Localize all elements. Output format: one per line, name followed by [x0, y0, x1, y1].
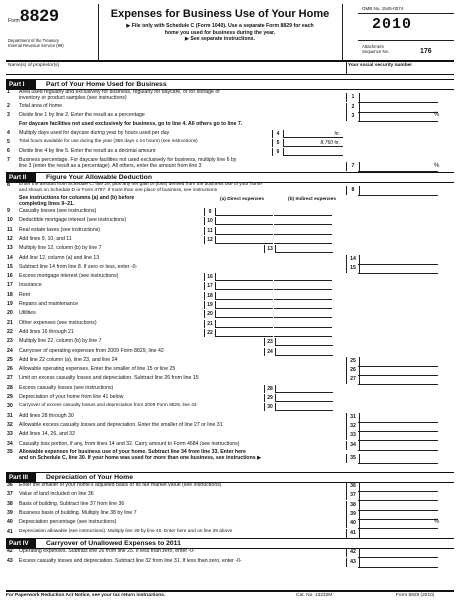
part-3-title: Depreciation of Your Home — [46, 474, 133, 481]
line-box: 30 — [264, 403, 276, 411]
form-footer — [6, 590, 454, 600]
line-text: Casualty losses (see instructions) — [19, 208, 97, 214]
line-1: 1 Area used regularly and exclusively for business, regularly for daycare, or for storage of inventory or product samples (see instructions) 1 — [6, 89, 454, 102]
form-id-block — [6, 4, 98, 60]
col-a-header: (a) Direct expenses — [220, 197, 264, 202]
line-box: 23 — [264, 338, 276, 346]
line-text: Add lines 14, 26, and 32 — [19, 431, 75, 438]
line-16 — [6, 273, 454, 282]
line-number: 39 — [7, 509, 13, 516]
line-13 — [6, 245, 454, 254]
line-35-amount[interactable] — [358, 454, 438, 464]
line-number: 31 — [7, 412, 13, 419]
line-box: 42 — [346, 548, 360, 557]
line-29 — [6, 394, 454, 403]
line-41-amount[interactable] — [358, 529, 438, 539]
dept-line-2: Internal Revenue Service (99) — [8, 43, 64, 48]
sequence-word: Sequence No. — [362, 49, 390, 54]
line-number: 10 — [7, 217, 13, 224]
line-18-amount[interactable] — [215, 292, 273, 300]
line-7-amount[interactable] — [358, 162, 438, 172]
line-text: Add line 22 column (a), line 23, and line 24 — [19, 356, 118, 363]
line-25 — [6, 357, 454, 366]
line-box: 10 — [204, 217, 216, 225]
line-21 — [6, 320, 454, 329]
line-42-amount[interactable] — [358, 548, 438, 558]
line-32 — [6, 422, 454, 431]
line-7-pct: % — [434, 163, 440, 169]
line-text: Deductible mortgage interest (see instructions) — [19, 217, 127, 224]
line-number: 42 — [7, 548, 13, 554]
line-23-amount[interactable] — [275, 338, 333, 346]
line-number: 33 — [7, 431, 13, 438]
line-24 — [6, 348, 454, 357]
paperwork-notice: For Paperwork Reduction Act Notice, see your tax return instructions. — [6, 593, 166, 598]
line-number: 34 — [7, 440, 13, 447]
line-box: 24 — [264, 348, 276, 356]
instruction-line-1: ▶ File only with Schedule C (Form 1040). Use a separate Form 8829 for each — [126, 23, 314, 29]
line-number: 23 — [7, 338, 13, 345]
line-35: 35 Allowable expenses for business use of your home. Subtract line 34 from line 33. Enter here and on Schedule C, line 30. If your home was used for more than one business, see instructions ▶ 35 — [6, 449, 454, 463]
line-text: Casualty loss portion, if any, from lines 14 and 32. Carry amount to Form 4684 (see instructions) — [19, 440, 240, 447]
line-40-pct: % — [434, 519, 440, 526]
line-17-amount-b[interactable] — [274, 282, 332, 290]
line-28 — [6, 385, 454, 394]
line-box: 36 — [346, 482, 360, 491]
line-11 — [6, 227, 454, 236]
name-ssn-row — [6, 60, 454, 75]
line-43-amount[interactable] — [358, 558, 438, 568]
line-text: Multiply line 12, column (b) by line 7 — [19, 245, 102, 252]
catalog-number: Cat. No. 13232M — [296, 593, 333, 598]
line-12-amount[interactable] — [215, 236, 273, 244]
line-3-pct: % — [434, 112, 440, 118]
line-23 — [6, 338, 454, 347]
line-box: 18 — [204, 292, 216, 300]
line-1-text-b: inventory or product samples (see instructions) — [19, 95, 127, 101]
line-43 — [6, 558, 454, 567]
line-17-amount[interactable] — [215, 282, 273, 290]
form-word: Form — [8, 18, 20, 24]
line-box: 9 — [204, 208, 216, 216]
line-text: Basis of building. Subtract line 37 from line 36 — [19, 500, 125, 507]
line-2-text: Total area of home — [19, 103, 62, 109]
line-number: 25 — [7, 356, 13, 363]
line-1-amount[interactable] — [358, 93, 438, 103]
line-2: 2 Total area of home 2 — [6, 103, 454, 112]
line-41 — [6, 529, 454, 538]
line-7: 7 Business percentage. For daycare facilities not used exclusively for business, multiply line 6 by line 3 (enter the result as a percentage). All others, enter the amount from line 3 7 % — [6, 157, 454, 171]
line-4-text: Multiply days used for daycare during year by hours used per day — [19, 130, 170, 136]
part-1-title: Part of Your Home Used for Business — [46, 81, 167, 88]
part-3-tag: Part III — [6, 473, 36, 482]
line-10-amount-b[interactable] — [274, 217, 332, 225]
line-number: 9 — [7, 208, 10, 214]
line-box: 11 — [204, 227, 216, 235]
line-18-amount-b[interactable] — [274, 292, 332, 300]
instruction-line-2: home you used for business during the year. — [164, 29, 276, 36]
line-9-amount-b[interactable] — [274, 208, 332, 216]
line-text: Other expenses (see instructions) — [19, 319, 97, 326]
line-text: Carryover of operating expenses from 2009 Form 8829, line 42 — [19, 347, 164, 354]
line-number: 28 — [7, 384, 13, 391]
line-21-amount-b[interactable] — [274, 320, 332, 328]
part-4-tag: Part IV — [6, 539, 36, 548]
sequence-number: 176 — [420, 48, 432, 55]
omb-block — [342, 4, 454, 60]
line-30 — [6, 403, 454, 412]
columns-note — [6, 195, 454, 208]
line-number: 22 — [7, 328, 13, 335]
line-5-unit: hr. — [334, 140, 340, 146]
line-9 — [6, 208, 454, 217]
attachment-label — [362, 44, 389, 54]
line-24-amount[interactable] — [275, 348, 333, 356]
line-box: 37 — [346, 491, 360, 500]
line-number: 12 — [7, 235, 13, 242]
line-number: 43 — [7, 558, 13, 564]
line-number: 26 — [7, 366, 13, 373]
line-40 — [6, 519, 454, 528]
line-text: Excess casualty losses (see instructions) — [19, 384, 114, 391]
line-number: 27 — [7, 375, 13, 382]
line-11-amount[interactable] — [215, 227, 273, 235]
line-27 — [6, 375, 454, 384]
form-title: Expenses for Business Use of Your Home — [110, 8, 330, 20]
line-box: 16 — [204, 273, 216, 281]
line-number: 19 — [7, 301, 13, 307]
columns-note-text: See instructions for columns (a) and (b) before — [19, 195, 135, 201]
dept-line-1: Department of the Treasury — [8, 38, 59, 43]
line-30-amount[interactable] — [275, 403, 333, 411]
col-b-header: (b) Indirect expenses — [288, 197, 336, 202]
line-5: 5 Total hours available for use during the year (365 days x 24 hours) (see instructions) 5 8,760 hr. — [6, 139, 454, 148]
line-20 — [6, 310, 454, 319]
line-box: 12 — [204, 236, 216, 244]
line-number: 32 — [7, 421, 13, 428]
line-3: 3 Divide line 1 by line 2. Enter the result as a percentage 3 % — [6, 112, 454, 121]
line-5-text: Total hours available for use during the year (365 days x 24 hours) (see instructions) — [19, 139, 198, 144]
line-box: 33 — [346, 431, 360, 440]
part-2-tag: Part II — [6, 173, 36, 182]
line-box: 32 — [346, 422, 360, 431]
line-box: 13 — [264, 245, 276, 253]
line-number: 11 — [7, 226, 13, 233]
line-number: 17 — [7, 282, 13, 289]
line-1-text-a: Area used regularly and exclusively for business, regularly for daycare, or for storage of — [19, 89, 220, 95]
line-26 — [6, 366, 454, 375]
line-text: Insurance — [19, 282, 42, 289]
tax-year: 2010 — [372, 16, 413, 33]
line-number: 36 — [7, 482, 13, 488]
line-box: 31 — [346, 413, 360, 422]
part-4-title: Carryover of Unallowed Expenses to 2011 — [46, 540, 181, 547]
line-35-text-a: Allowable expenses for business use of your home. Subtract line 34 from line 33. Enter here — [19, 449, 246, 455]
ssn-field[interactable]: Your social security number — [348, 63, 413, 68]
attachment-word: Attachment — [362, 44, 384, 49]
line-38 — [6, 501, 454, 510]
line-28-amount[interactable] — [275, 385, 333, 393]
line-number: 40 — [7, 519, 13, 526]
line-16-amount-b[interactable] — [274, 273, 332, 281]
line-9-amount[interactable] — [215, 208, 273, 216]
line-number: 21 — [7, 319, 13, 326]
line-box: 14 — [346, 255, 360, 264]
line-6: 6 Divide line 4 by line 5. Enter the result as a decimal amount 6 — [6, 148, 454, 157]
line-6-text: Divide line 4 by line 5. Enter the result as a decimal amount — [19, 148, 156, 154]
line-5-amount[interactable] — [283, 139, 343, 147]
line-number: 24 — [7, 347, 13, 354]
daycare-note-text: For daycare facilities not used exclusively for business, go to line 4. All others go to line 7. — [19, 121, 243, 127]
line-15 — [6, 264, 454, 273]
omb-number: OMB No. 1545-0074 — [362, 6, 404, 11]
line-text: Rent — [19, 291, 30, 298]
line-text: Limit on excess casualty losses and depreciation. Subtract line 26 from line 15 — [19, 375, 199, 382]
line-box: 28 — [264, 385, 276, 393]
line-8-text-b: and shown on Schedule D or Form 4797. If more than one place of business, see instructions — [19, 188, 218, 193]
line-8-text-a: Enter the amount from Schedule C, line 29, plus any net gain or (loss) derived from the business use of your home — [19, 182, 262, 187]
line-19 — [6, 301, 454, 310]
line-16-amount[interactable] — [215, 273, 273, 281]
line-number: 30 — [7, 403, 13, 410]
line-box: 15 — [346, 264, 360, 273]
line-35-text-b: and on Schedule C, line 30. If your home was used for more than one business, see instructions ▶ — [19, 455, 262, 461]
line-3-text: Divide line 1 by line 2. Enter the result as a percentage — [19, 112, 145, 118]
line-7-text-b: line 3 (enter the result as a percentage). All others, enter the amount from line 3 — [19, 163, 202, 169]
line-text: Real estate taxes (see instructions) — [19, 226, 101, 233]
line-box: 25 — [346, 357, 360, 366]
line-box: 27 — [346, 375, 360, 384]
line-20-amount[interactable] — [215, 310, 273, 318]
line-box: 19 — [204, 301, 216, 309]
daycare-note — [6, 121, 454, 129]
line-17 — [6, 282, 454, 291]
line-box: 38 — [346, 501, 360, 510]
proprietor-name-field[interactable]: Name(s) of proprietor(s) — [8, 63, 60, 68]
form-footer-id: Form 8829 (2010) — [396, 593, 435, 598]
line-7-text-a: Business percentage. For daycare facilities not used exclusively for business, multiply line 6 by — [19, 157, 237, 163]
line-29-amount[interactable] — [275, 394, 333, 402]
line-18 — [6, 292, 454, 301]
line-text: Business basis of building. Multiply line 38 by line 7 — [19, 509, 137, 516]
form-title-block — [100, 4, 340, 60]
line-31 — [6, 413, 454, 422]
line-14 — [6, 255, 454, 264]
line-number: 14 — [7, 254, 13, 261]
line-text: Excess mortgage interest (see instructions) — [19, 273, 119, 280]
line-4: 4 Multiply days used for daycare during year by hours used per day 4 hr. — [6, 130, 454, 139]
line-number: 15 — [7, 263, 13, 270]
line-4-amount[interactable] — [283, 130, 343, 138]
line-8: 8 Enter the amount from Schedule C, line 29, plus any net gain or (loss) derived from the business use of your home and shown on Schedule D or Form 4797. If more than one place of business, see instructions 8 — [6, 182, 454, 195]
line-text: Value of land included on line 36 — [19, 491, 94, 498]
department-label — [8, 38, 100, 48]
line-number: 41 — [7, 528, 13, 535]
line-33 — [6, 431, 454, 440]
line-12-amount-b[interactable] — [274, 236, 332, 244]
line-11-amount-b[interactable] — [274, 227, 332, 235]
part-1-tag: Part I — [6, 80, 36, 89]
line-number: 16 — [7, 273, 13, 280]
line-39 — [6, 510, 454, 519]
line-number: 20 — [7, 310, 13, 317]
line-20-amount-b[interactable] — [274, 310, 332, 318]
line-text: Add lines 28 through 30 — [19, 412, 74, 419]
line-22-amount-b[interactable] — [274, 329, 332, 337]
line-10-amount[interactable] — [215, 217, 273, 225]
line-text: Carryover of excess casualty losses and depreciation from 2009 Form 8829, line 43 — [19, 403, 197, 409]
line-text: Depreciation allowable (see instructions). Multiply line 39 by line 40. Enter here and on line 29 above — [19, 528, 233, 534]
line-text: Excess casualty losses and depreciation. Subtract line 32 from line 31. If less than zero, enter -0- — [19, 558, 242, 564]
line-36 — [6, 482, 454, 491]
line-box: 41 — [346, 529, 360, 538]
line-37 — [6, 491, 454, 500]
line-text: Subtract line 14 from line 8. If zero or less, enter -0- — [19, 263, 138, 270]
line-box: 43 — [346, 558, 360, 567]
line-text: Enter the smaller of your home's adjusted basis or its fair market value (see instructions) — [19, 482, 222, 488]
line-number: 13 — [7, 245, 13, 252]
line-4-unit: hr. — [334, 131, 340, 137]
part-2-title: Figure Your Allowable Deduction — [46, 174, 152, 181]
line-number: 29 — [7, 394, 13, 400]
line-text: Multiply line 22, column (b) by line 7 — [19, 338, 102, 345]
line-12 — [6, 236, 454, 245]
columns-note-text-2: completing lines 9–21. — [19, 201, 75, 207]
line-box: 29 — [264, 394, 276, 402]
line-13-amount[interactable] — [275, 245, 333, 253]
line-box: 17 — [204, 282, 216, 290]
line-10 — [6, 217, 454, 226]
line-box: 21 — [204, 320, 216, 328]
line-5-value: 8,760 — [320, 140, 334, 146]
line-19-amount-b[interactable] — [274, 301, 332, 309]
line-box: 26 — [346, 366, 360, 375]
line-text: Utilities — [19, 310, 36, 317]
line-box: 34 — [346, 441, 360, 450]
line-42 — [6, 548, 454, 557]
line-text: Add lines 16 through 21 — [19, 328, 74, 335]
line-text: Add line 12, column (a) and line 13 — [19, 254, 100, 261]
line-box: 40 — [346, 519, 360, 528]
line-box: 22 — [204, 329, 216, 337]
line-box: 20 — [204, 310, 216, 318]
line-22 — [6, 329, 454, 338]
line-box: 39 — [346, 510, 360, 519]
line-text: Repairs and maintenance — [19, 301, 79, 307]
line-number: 37 — [7, 491, 13, 498]
line-21-amount[interactable] — [215, 320, 273, 328]
line-text: Depreciation of your home from line 41 below — [19, 394, 124, 400]
line-19-amount[interactable] — [215, 301, 273, 309]
line-text: Allowable excess casualty losses and depreciation. Enter the smaller of line 27 or line 31 — [19, 421, 223, 428]
line-22-amount[interactable] — [215, 329, 273, 337]
line-text: Allowable operating expenses. Enter the smaller of line 15 or line 25 — [19, 366, 176, 373]
line-6-amount[interactable] — [283, 148, 343, 156]
form-number: 8829 — [20, 6, 60, 25]
instruction-line-3: ▶ See separate instructions. — [184, 36, 255, 43]
line-text: Add lines 9, 10, and 11 — [19, 235, 72, 242]
line-number: 18 — [7, 291, 13, 298]
line-text: Depreciation percentage (see instructions) — [19, 519, 117, 526]
line-text: Operating expenses. Subtract line 26 from line 25. If less than zero, enter -0- — [19, 548, 195, 554]
line-number: 38 — [7, 500, 13, 507]
